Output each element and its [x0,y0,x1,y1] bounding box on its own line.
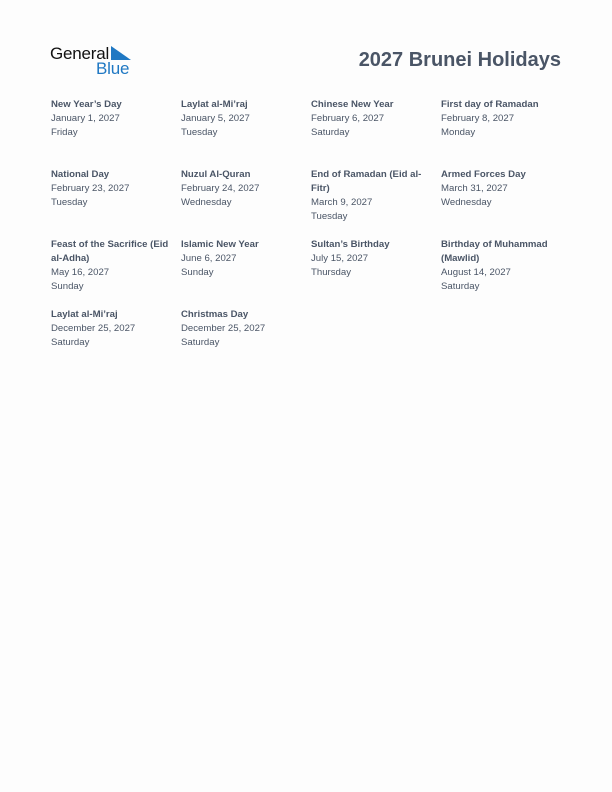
holiday-date: December 25, 2027 [181,323,266,334]
holiday-name: Laylat al-Mi’raj [51,309,118,320]
holiday-weekday: Tuesday [51,197,88,208]
holiday-weekday: Friday [51,127,78,138]
holiday-date: February 23, 2027 [51,183,130,194]
logo [50,44,140,78]
holiday-item [181,98,311,168]
holiday-name: Armed Forces Day [441,169,526,180]
holiday-date: February 24, 2027 [181,183,260,194]
holiday-name: End of Ramadan (Eid al-Fitr) [311,169,422,194]
holiday-name: Islamic New Year [181,239,259,250]
logo-text-general: General [50,44,110,63]
holiday-name: Birthday of Muhammad (Mawlid) [441,239,548,264]
holiday-name: First day of Ramadan [441,99,539,110]
holiday-item [51,308,181,378]
holiday-list [51,98,571,378]
holiday-item [441,238,571,308]
holiday-name: Feast of the Sacrifice (Eid al-Adha) [51,239,169,264]
holiday-name: New Year’s Day [51,99,122,110]
holiday-item [311,98,441,168]
holiday-date: March 31, 2027 [441,183,508,194]
holiday-weekday: Tuesday [311,211,348,222]
holiday-name: Laylat al-Mi’raj [181,99,248,110]
holiday-date: June 6, 2027 [181,253,237,264]
holiday-weekday: Wednesday [441,197,492,208]
holiday-weekday: Tuesday [181,127,218,138]
holiday-name: Chinese New Year [311,99,394,110]
logo-triangle-icon [111,46,131,60]
holiday-weekday: Monday [441,127,476,138]
holiday-name: National Day [51,169,110,180]
holiday-name: Nuzul Al-Quran [181,169,251,180]
logo-text-blue: Blue [96,59,130,78]
holiday-item [51,98,181,168]
holiday-item [181,308,311,378]
holiday-date: January 1, 2027 [51,113,120,124]
holiday-item [311,238,441,308]
holiday-item [181,168,311,238]
holiday-date: August 14, 2027 [441,267,511,278]
holiday-date: March 9, 2027 [311,197,373,208]
holiday-item [51,238,181,308]
holiday-weekday: Wednesday [181,197,232,208]
holiday-name: Sultan’s Birthday [311,239,390,250]
holiday-item [441,168,571,238]
holiday-date: July 15, 2027 [311,253,369,264]
holiday-weekday: Saturday [181,337,220,348]
holiday-weekday: Sunday [51,281,84,292]
holiday-date: February 6, 2027 [311,113,385,124]
holiday-weekday: Saturday [311,127,350,138]
holiday-date: February 8, 2027 [441,113,515,124]
holiday-name: Christmas Day [181,309,249,320]
holiday-item [51,168,181,238]
holiday-weekday: Sunday [181,267,214,278]
holiday-weekday: Saturday [441,281,480,292]
holiday-date: May 16, 2027 [51,267,110,278]
holiday-item [311,168,441,238]
holiday-weekday: Saturday [51,337,90,348]
holiday-item [441,98,571,168]
holiday-date: January 5, 2027 [181,113,250,124]
page-title: 2027 Brunei Holidays [358,49,561,71]
holiday-weekday: Thursday [311,267,351,278]
holiday-item [181,238,311,308]
holiday-date: December 25, 2027 [51,323,136,334]
